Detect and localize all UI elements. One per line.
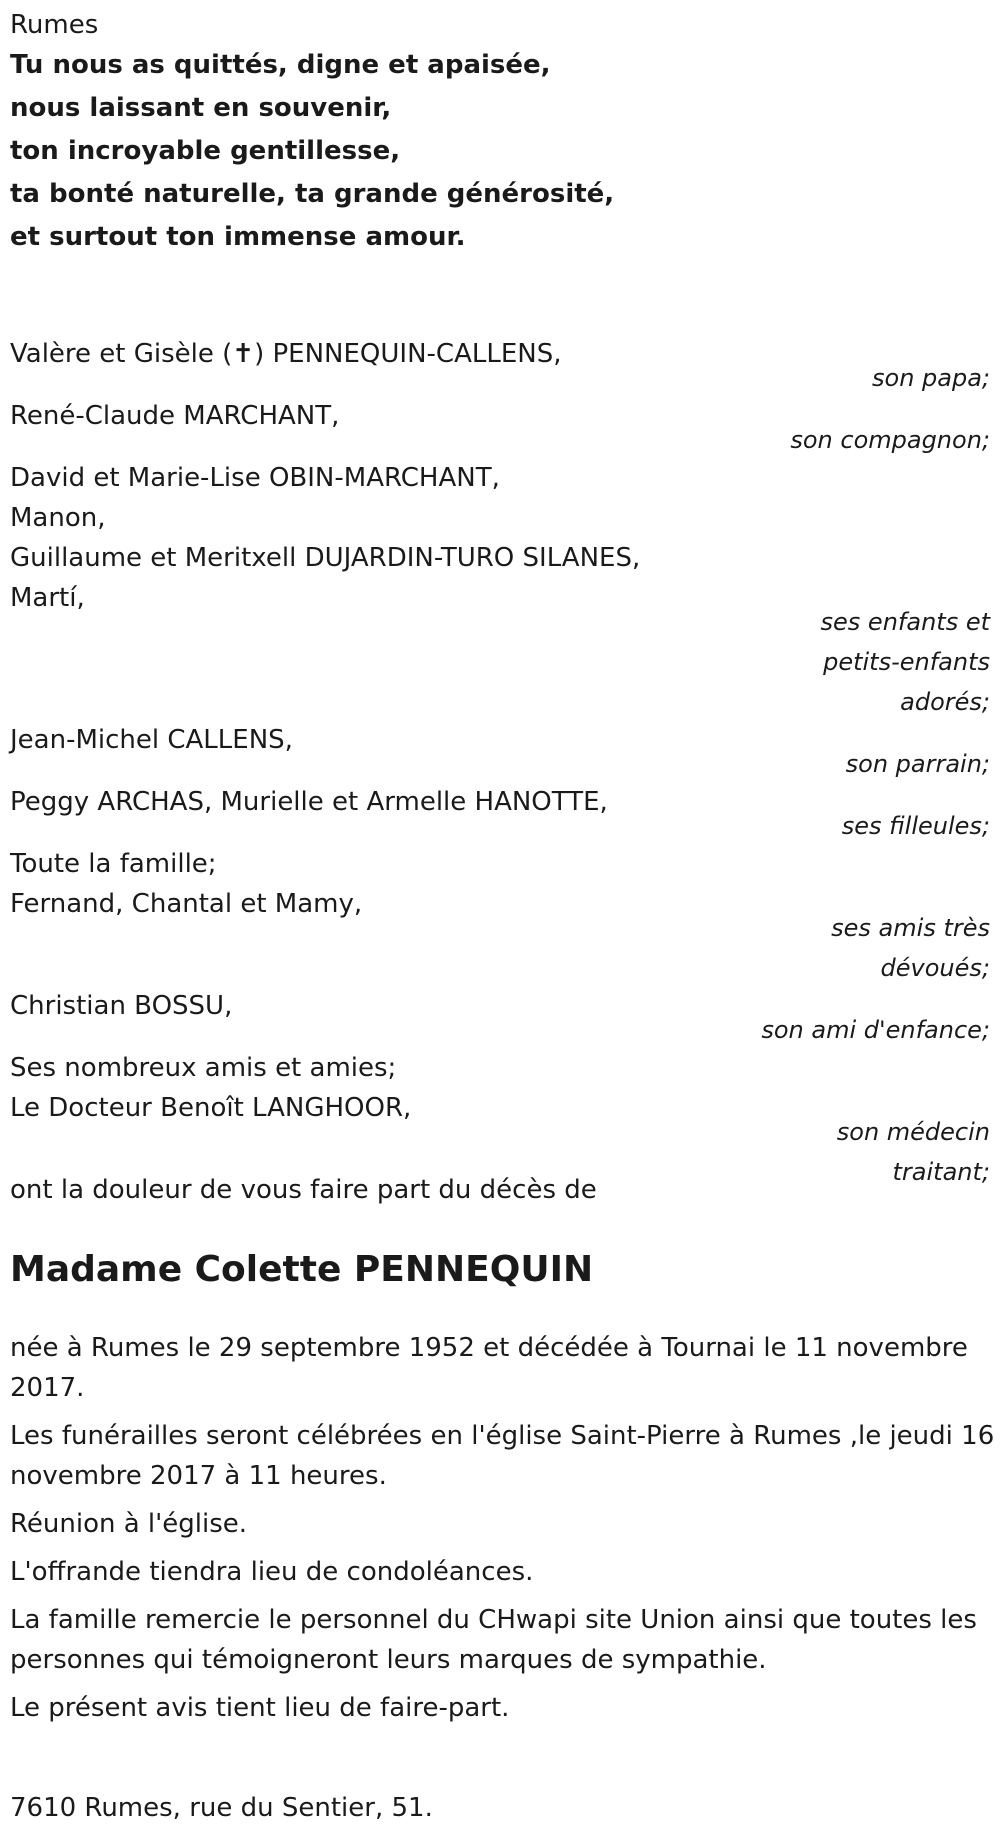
goddaughters-relation: ses filleules; bbox=[841, 812, 990, 840]
children-line-4: Martí, bbox=[10, 583, 85, 613]
offering-details: L'offrande tiendra lieu de condoléances. bbox=[10, 1557, 534, 1587]
doctor-relation-1: son médecin bbox=[836, 1118, 990, 1146]
godfather-relation: son parrain; bbox=[845, 750, 990, 778]
deceased-name: Madame Colette PENNEQUIN bbox=[10, 1249, 594, 1290]
children-line-2: Manon, bbox=[10, 503, 106, 533]
many-friends: Ses nombreux amis et amies; bbox=[10, 1053, 397, 1083]
companion-name: René-Claude MARCHANT, bbox=[10, 401, 340, 431]
poem-line-5: et surtout ton immense amour. bbox=[10, 222, 466, 252]
address-line: 7610 Rumes, rue du Sentier, 51. bbox=[10, 1793, 433, 1823]
notice-details: Le présent avis tient lieu de faire-part. bbox=[10, 1693, 510, 1723]
children-line-3: Guillaume et Meritxell DUJARDIN-TURO SILANES, bbox=[10, 543, 641, 573]
poem-line-2: nous laissant en souvenir, bbox=[10, 93, 392, 123]
birth-death-details: née à Rumes le 29 septembre 1952 et décédée à Tournai le 11 novembre 2017. bbox=[10, 1333, 968, 1403]
doctor-relation-2: traitant; bbox=[892, 1158, 990, 1186]
poem-line-4: ta bonté naturelle, ta grande générosité, bbox=[10, 179, 615, 209]
papa-relation: son papa; bbox=[872, 364, 990, 392]
thanks-details: La famille remercie le personnel du CHwapi site Union ainsi que toutes les personnes qui témoigneront leurs marques de sympathie. bbox=[10, 1605, 977, 1675]
children-relation-1: ses enfants et bbox=[820, 608, 990, 636]
goddaughters-names: Peggy ARCHAS, Murielle et Armelle HANOTTE, bbox=[10, 787, 608, 817]
place-header: Rumes bbox=[10, 10, 99, 40]
poem-line-3: ton incroyable gentillesse, bbox=[10, 136, 401, 166]
funeral-details: Les funérailles seront célébrées en l'église Saint-Pierre à Rumes ,le jeudi 16 novembre 2017 à 11 heures. bbox=[10, 1421, 995, 1491]
doctor-name: Le Docteur Benoît LANGHOOR, bbox=[10, 1093, 412, 1123]
children-relation-3: adorés; bbox=[900, 688, 990, 716]
children-relation-2: petits-enfants bbox=[823, 648, 990, 676]
poem-line-1: Tu nous as quittés, digne et apaisée, bbox=[10, 50, 551, 80]
companion-relation: son compagnon; bbox=[790, 426, 990, 454]
meeting-details: Réunion à l'église. bbox=[10, 1509, 248, 1539]
family-all: Toute la famille; bbox=[10, 849, 217, 879]
friends-relation-2: dévoués; bbox=[880, 954, 990, 982]
friends-names: Fernand, Chantal et Mamy, bbox=[10, 889, 363, 919]
childhood-friend-relation: son ami d'enfance; bbox=[761, 1016, 990, 1044]
children-line-1: David et Marie-Lise OBIN-MARCHANT, bbox=[10, 463, 500, 493]
announcement-text: ont la douleur de vous faire part du décès de bbox=[10, 1175, 597, 1205]
godfather-name: Jean-Michel CALLENS, bbox=[10, 725, 293, 755]
childhood-friend-name: Christian BOSSU, bbox=[10, 991, 233, 1021]
papa-names: Valère et Gisèle (✝) PENNEQUIN-CALLENS, bbox=[10, 339, 562, 369]
friends-relation-1: ses amis très bbox=[831, 914, 990, 942]
